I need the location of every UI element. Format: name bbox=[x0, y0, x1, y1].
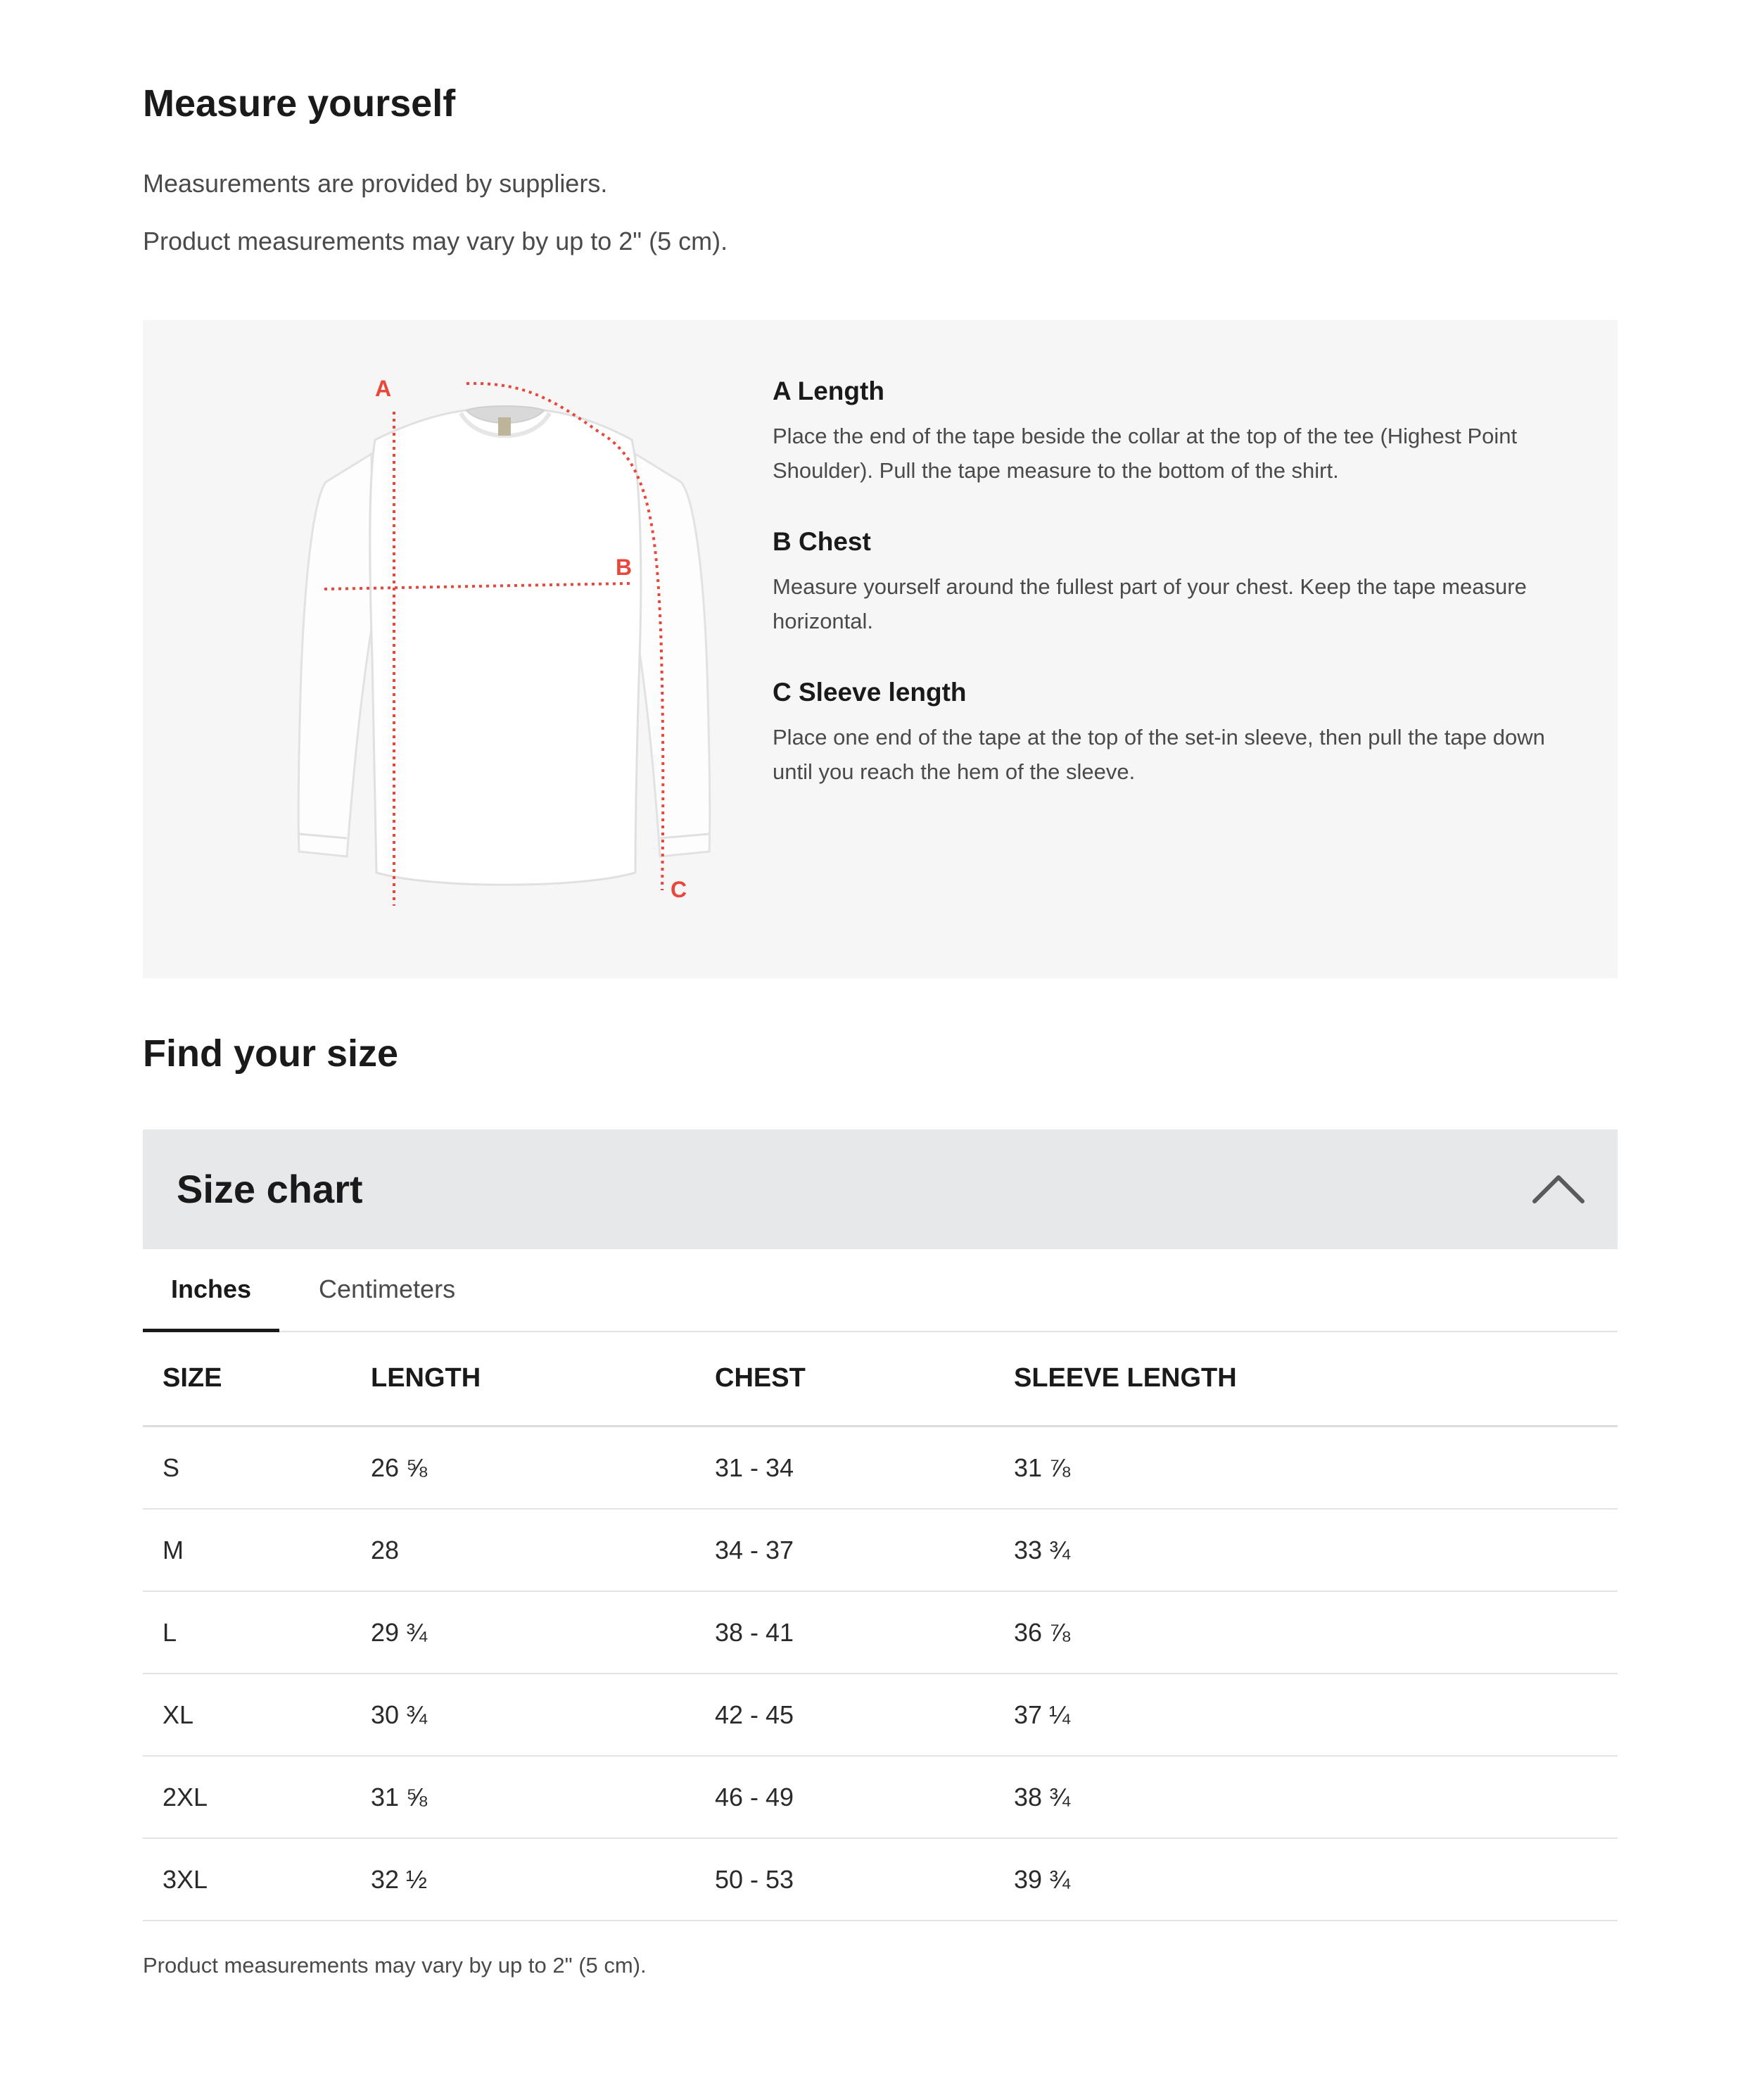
length-cell: 28 bbox=[371, 1509, 715, 1591]
sleeve-description: Place one end of the tape at the top of the set-in sleeve, then pull the tape down until you reach the hem of the sleeve. bbox=[773, 725, 1545, 784]
header-sleeve-length: SLEEVE LENGTH bbox=[1014, 1331, 1618, 1427]
table-header-row bbox=[143, 1331, 1618, 1427]
label-a: A bbox=[375, 376, 392, 401]
size-table bbox=[143, 1331, 1618, 1921]
chevron-up-icon[interactable] bbox=[1530, 1166, 1587, 1208]
sleeve-cell: 31 ⅞ bbox=[1014, 1427, 1618, 1510]
measure-panel bbox=[143, 320, 1618, 978]
size-chart-footnote: Product measurements may vary by up to 2" (5 cm). bbox=[143, 1953, 647, 1978]
size-chart-title: Size chart bbox=[177, 1167, 363, 1211]
header-size: SIZE bbox=[143, 1331, 371, 1427]
size-cell: 2XL bbox=[143, 1756, 371, 1838]
table-row bbox=[143, 1674, 1618, 1756]
header-length: LENGTH bbox=[371, 1331, 715, 1427]
size-cell: L bbox=[143, 1591, 371, 1674]
chest-cell: 46 - 49 bbox=[715, 1756, 1014, 1838]
size-chart-accordion[interactable] bbox=[143, 1130, 1618, 1249]
size-cell: M bbox=[143, 1509, 371, 1591]
label-b: B bbox=[616, 555, 633, 580]
table-row bbox=[143, 1756, 1618, 1838]
length-cell: 31 ⅝ bbox=[371, 1756, 715, 1838]
sleeve-cell: 39 ¾ bbox=[1014, 1838, 1618, 1921]
chest-cell: 50 - 53 bbox=[715, 1838, 1014, 1921]
table-row bbox=[143, 1427, 1618, 1510]
length-cell: 26 ⅝ bbox=[371, 1427, 715, 1510]
intro-variance-text: Product measurements may vary by up to 2" (5 cm). bbox=[143, 227, 728, 255]
shirt-icon bbox=[298, 406, 710, 885]
chest-description: Measure yourself around the fullest part of your chest. Keep the tape measure horizontal. bbox=[773, 574, 1527, 633]
sleeve-cell: 37 ¼ bbox=[1014, 1674, 1618, 1756]
size-cell: XL bbox=[143, 1674, 371, 1756]
length-cell: 30 ¾ bbox=[371, 1674, 715, 1756]
length-cell: 32 ½ bbox=[371, 1838, 715, 1921]
sleeve-cell: 36 ⅞ bbox=[1014, 1591, 1618, 1674]
measurement-descriptions bbox=[773, 377, 1589, 828]
tab-centimeters[interactable]: Centimeters bbox=[319, 1274, 456, 1303]
length-cell: 29 ¾ bbox=[371, 1591, 715, 1674]
sleeve-cell: 33 ¾ bbox=[1014, 1509, 1618, 1591]
label-c: C bbox=[671, 877, 687, 902]
unit-tabs bbox=[143, 1249, 1618, 1332]
chest-heading: B Chest bbox=[773, 527, 871, 556]
sleeve-cell: 38 ¾ bbox=[1014, 1756, 1618, 1838]
header-chest: CHEST bbox=[715, 1331, 1014, 1427]
intro-suppliers-text: Measurements are provided by suppliers. bbox=[143, 169, 608, 198]
find-size-title: Find your size bbox=[143, 1032, 399, 1075]
table-row bbox=[143, 1591, 1618, 1674]
chest-cell: 34 - 37 bbox=[715, 1509, 1014, 1591]
chest-cell: 42 - 45 bbox=[715, 1674, 1014, 1756]
table-row bbox=[143, 1509, 1618, 1591]
chest-cell: 31 - 34 bbox=[715, 1427, 1014, 1510]
length-heading: A Length bbox=[773, 377, 884, 405]
sleeve-heading: C Sleeve length bbox=[773, 678, 967, 707]
length-description: Place the end of the tape beside the collar at the top of the tee (Highest Point Shoulder). Pull the tape measure to the bottom of the shirt. bbox=[773, 424, 1518, 483]
tab-inches[interactable]: Inches bbox=[171, 1274, 252, 1303]
measure-title: Measure yourself bbox=[143, 82, 456, 125]
table-row bbox=[143, 1838, 1618, 1921]
chest-cell: 38 - 41 bbox=[715, 1591, 1014, 1674]
size-cell: S bbox=[143, 1427, 371, 1510]
size-cell: 3XL bbox=[143, 1838, 371, 1921]
